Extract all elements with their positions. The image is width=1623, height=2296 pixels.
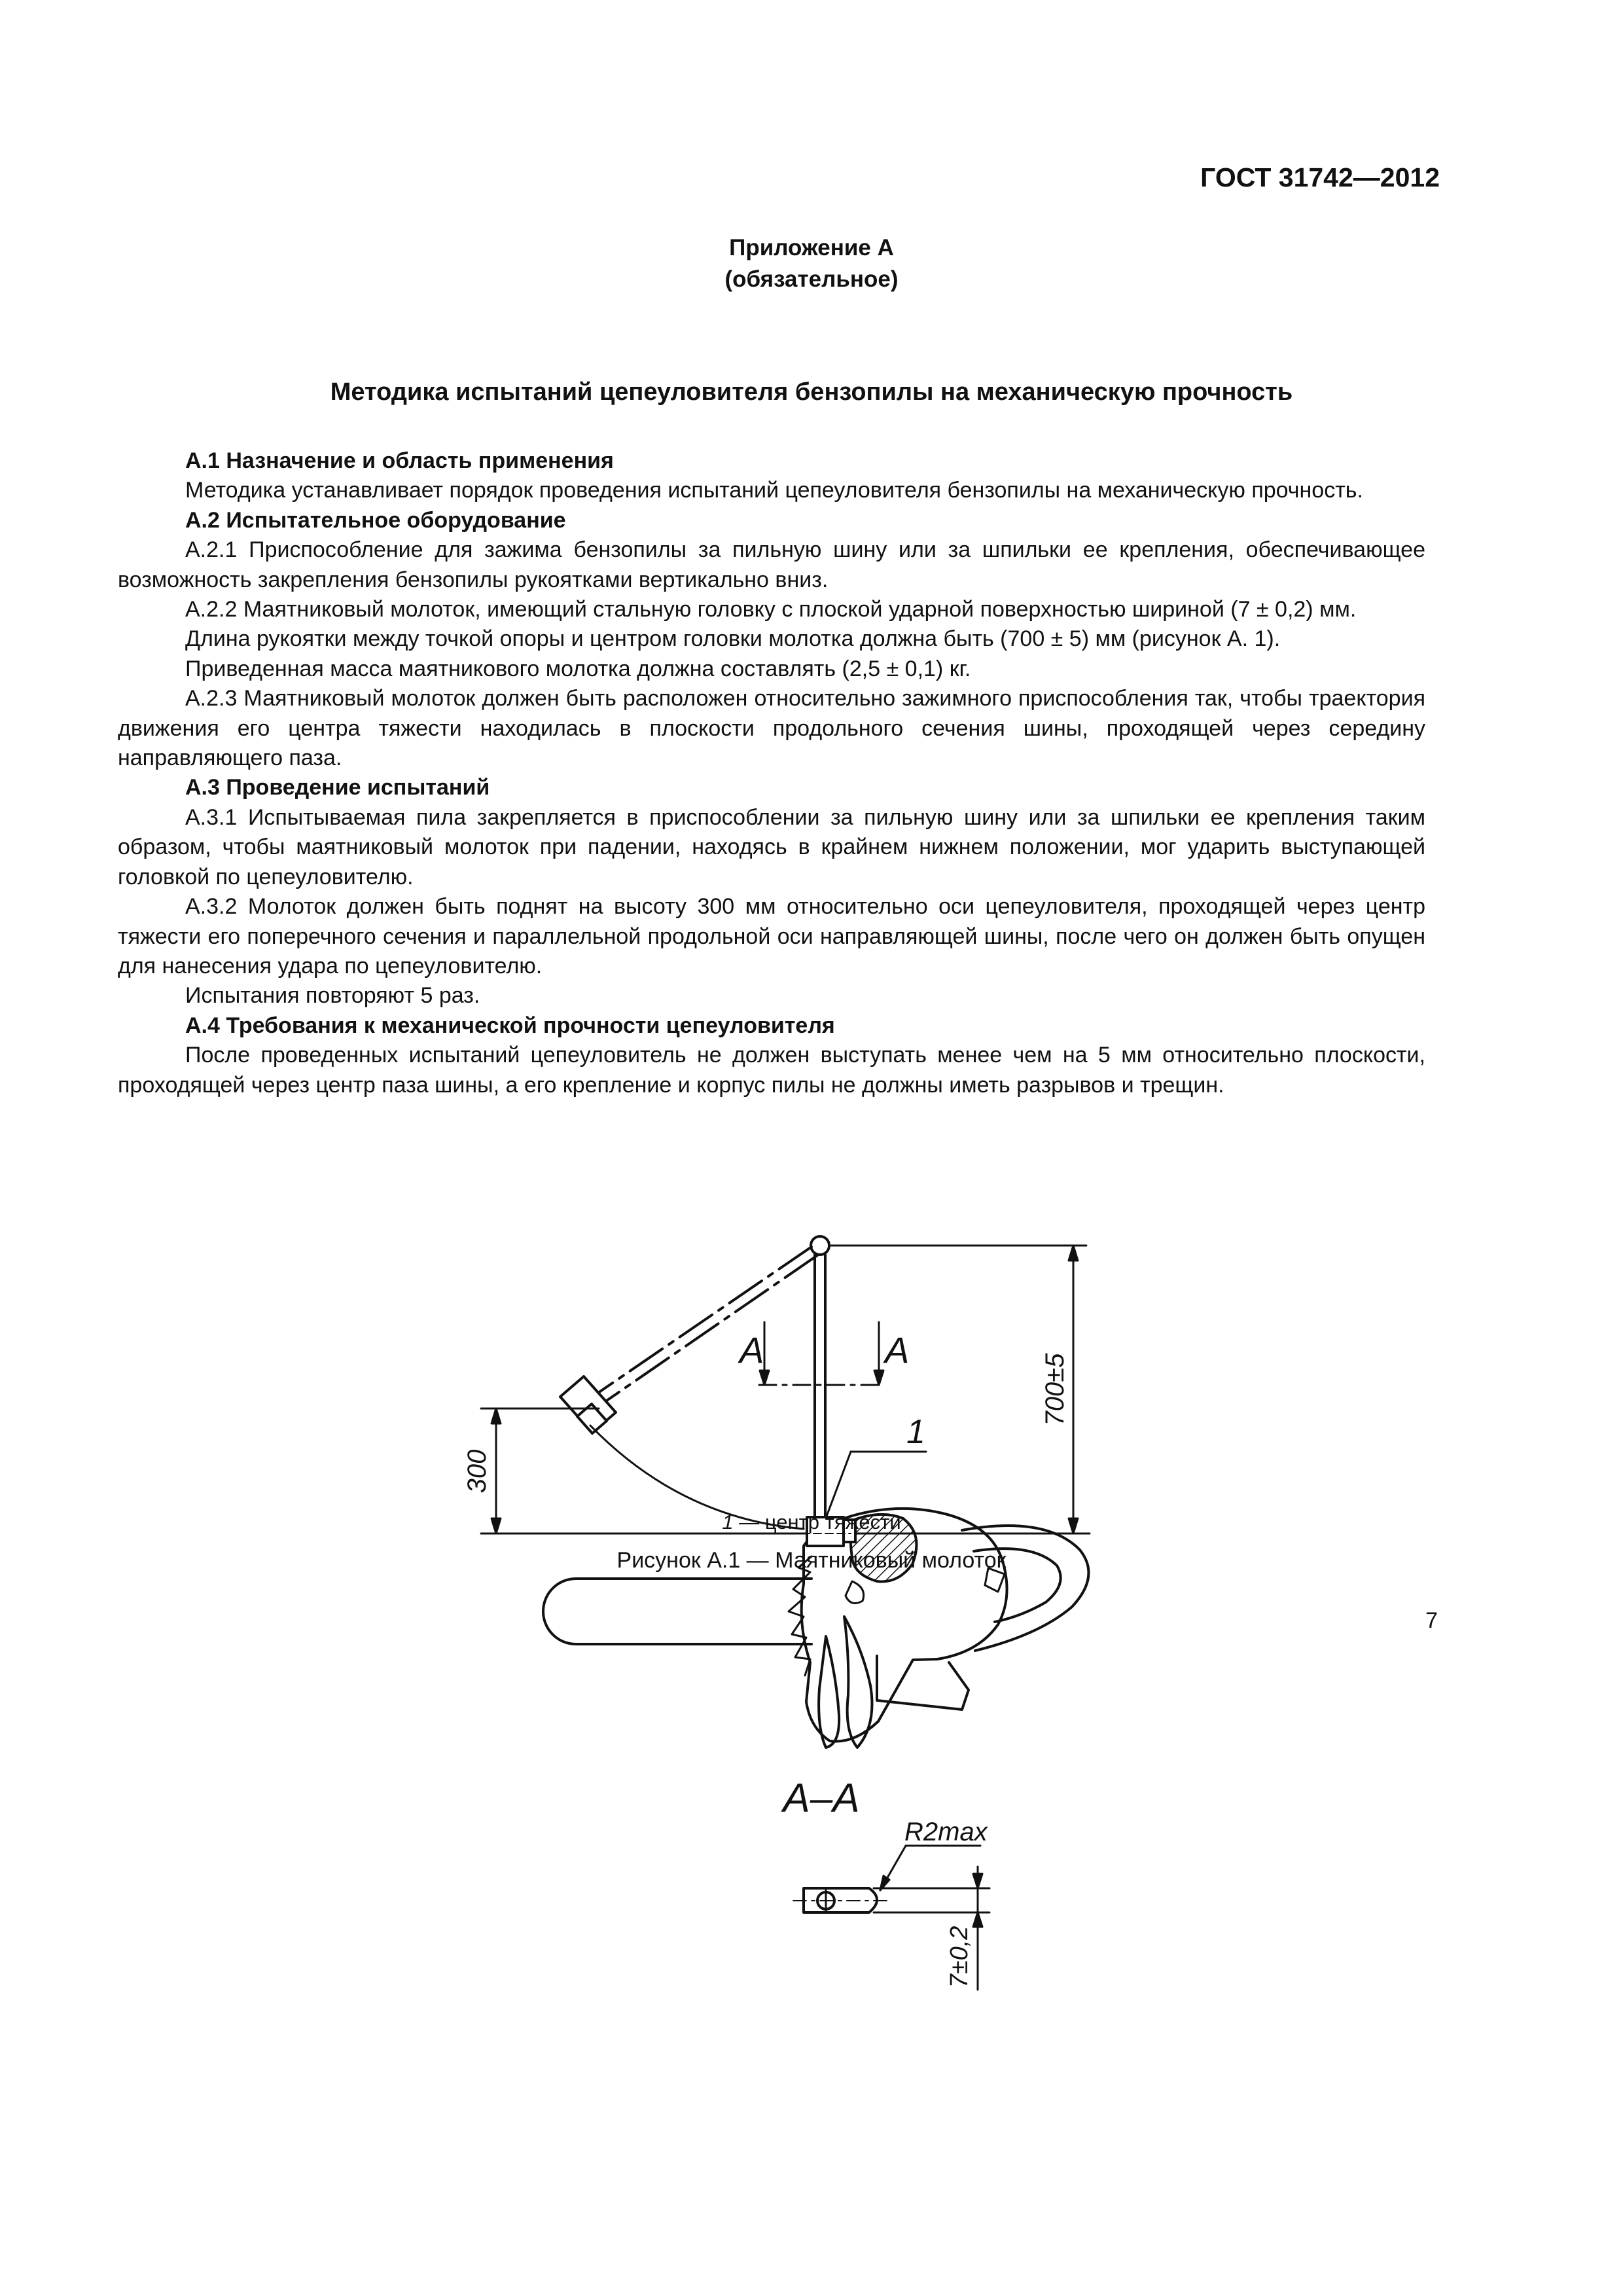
paragraph: А.2.2 Маятниковый молоток, имеющий стальную головку с плоской ударной поверхностью шириной (7 ± 0,2) мм. — [185, 597, 1357, 622]
annex-status: (обязательное) — [724, 266, 899, 292]
page-title: Методика испытаний цепеуловителя бензопилы на механическую прочность — [330, 378, 1293, 406]
standard-number: ГОСТ 31742—2012 — [1200, 162, 1440, 192]
paragraph: Испытания повторяют 5 раз. — [185, 983, 480, 1009]
paragraph: А.3.1 Испытываемая пила закрепляется в приспособлении за пильную шину или за шпильки ее крепления таким образом, чтобы маятниковый молоток при падении, находясь в крайнем нижнем положении, мог ударить выступающей головкой по цепеуловителю. — [118, 804, 1425, 889]
saw-guide-bar — [543, 1579, 812, 1644]
paragraph: А.3.2 Молоток должен быть поднят на высоту 300 мм относительно оси цепеуловителя, проходящей через центр тяжести его поперечного сечения и параллельной продольной оси направляющей шины, после чего он должен быть опущен для нанесения удара по цепеуловителю. — [118, 894, 1425, 978]
saw-handle-grip — [819, 1636, 839, 1748]
saw-detail — [846, 1581, 864, 1604]
figure-caption: Рисунок А.1 — Маятниковый молоток — [616, 1548, 1007, 1573]
section-heading-a3: А.3 Проведение испытаний — [185, 775, 490, 800]
width-dimension-label: 7±0,2 — [946, 1926, 973, 1988]
chainsaw — [543, 1509, 1088, 1748]
page-number: 7 — [1425, 1608, 1438, 1633]
pendulum-pivot — [811, 1236, 829, 1517]
dimension-300: 300 — [463, 1449, 491, 1494]
saw-lower-housing — [877, 1656, 969, 1710]
section-heading-a1: А.1 Назначение и область применения — [185, 448, 614, 473]
paragraph: А.2.1 Приспособление для зажима бензопилы за пильную шину или за шпильки ее крепления, обеспечивающее возможность закрепления бензопилы рукоятками вертикально вниз. — [118, 537, 1425, 592]
paragraph: Длина рукоятки между точкой опоры и центром головки молотка должна быть (700 ± 5) мм (рисунок А. 1). — [185, 626, 1281, 652]
section-detail — [793, 1888, 887, 1912]
saw-rear-handle — [962, 1526, 1088, 1651]
paragraph: Приведенная масса маятникового молотка должна составлять (2,5 ± 0,1) кг. — [185, 656, 971, 681]
paragraph: А.2.3 Маятниковый молоток должен быть расположен относительно зажимного приспособления так, чтобы траектория движения его центра тяжести находилась в плоскости продольного сечения шины, проходящей через середину направляющего паза. — [118, 686, 1425, 771]
raised-hammer — [560, 1247, 817, 1433]
radius-leader — [880, 1846, 980, 1890]
annex-label: Приложение А — [729, 235, 894, 260]
dimension-700: 700±5 — [1041, 1353, 1069, 1426]
legend-text: — центр тяжести — [733, 1511, 901, 1534]
section-heading-a2: А.2 Испытательное оборудование — [185, 507, 566, 533]
saw-handle-grip — [844, 1617, 872, 1748]
paragraph: После проведенных испытаний цепеуловитель не должен выступать менее чем на 5 мм относительно плоскости, проходящей через центр паза шины, а его крепление и корпус пилы не должны иметь разрывов и трещин. — [118, 1043, 1425, 1098]
figure-legend — [0, 1511, 1623, 1534]
section-cut-marks — [759, 1322, 883, 1385]
section-label: А–А — [783, 1776, 860, 1821]
section-mark-right: А — [885, 1329, 910, 1371]
legend-number: 1 — [722, 1511, 734, 1534]
paragraph: Методика устанавливает порядок проведения испытаний цепеуловителя бензопилы на механическую прочность. — [185, 478, 1363, 503]
section-heading-a4: А.4 Требования к механической прочности цепеуловителя — [185, 1013, 835, 1038]
radius-label: R2max — [904, 1818, 988, 1846]
section-mark-left: А — [740, 1329, 764, 1371]
callout-1: 1 — [906, 1413, 925, 1451]
